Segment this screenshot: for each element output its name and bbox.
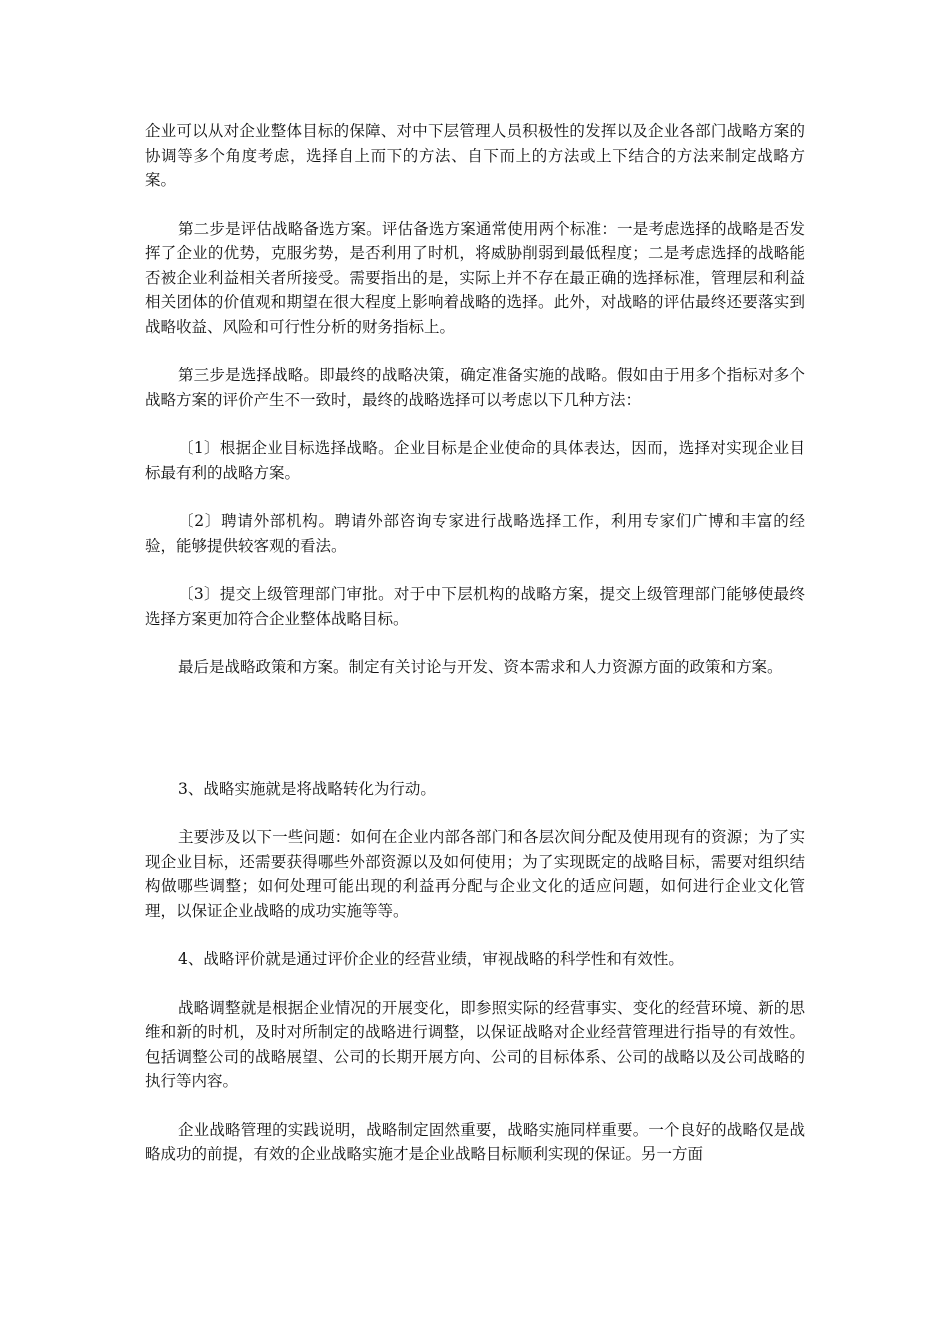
heading-strategy-implementation: 3、战略实施就是将战略转化为行动。 xyxy=(178,779,436,798)
paragraph-step-three-select: 第三步是选择战略。即最终的战略决策，确定准备实施的战略。假如由于用多个指标对多个战略方案的评价产生不一致时，最终的战略选择可以考虑以下几种方法： xyxy=(145,366,805,409)
paragraph-strategy-methods: 企业可以从对企业整体目标的保障、对中下层管理人员积极性的发挥以及企业各部门战略方案的协调等多个角度考虑，选择自上而下的方法、自下而上的方法或上下结合的方法来制定战略方案。 xyxy=(145,122,805,189)
paragraph-implementation-issues: 主要涉及以下一些问题：如何在企业内部各部门和各层次间分配及使用现有的资源；为了实现企业目标，还需要获得哪些外部资源以及如何使用；为了实现既定的战略目标，需要对组织结构做哪些调整；如何处理可能出现的利益再分配与企业文化的适应问题，如何进行企业文化管理，以保证企业战略的成功实施等等。 xyxy=(145,828,805,920)
section-gap xyxy=(145,704,805,777)
paragraph-step-two-evaluate: 第二步是评估战略备选方案。评估备选方案通常使用两个标准：一是考虑选择的战略是否发挥了企业的优势，克服劣势，是否利用了时机，将威胁削弱到最低程度；二是考虑选择的战略能否被企业利益相关者所接受。需要指出的是，实际上并不存在最正确的选择标准，管理层和利益相关团体的价值观和期望在很大程度上影响着战略的选择。此外，对战略的评估最终还要落实到战略收益、风险和可行性分析的财务指标上。 xyxy=(145,219,805,336)
heading-strategy-evaluation: 4、战略评价就是通过评价企业的经营业绩，审视战略的科学性和有效性。 xyxy=(178,950,684,968)
paragraph-option-1: 〔1〕根据企业目标选择战略。企业目标是企业使命的具体表达，因而，选择对实现企业目标最有利的战略方案。 xyxy=(145,439,805,482)
paragraph-practice-summary: 企业战略管理的实践说明，战略制定固然重要，战略实施同样重要。一个良好的战略仅是战略成功的前提，有效的企业战略实施才是企业战略目标顺利实现的保证。另一方面 xyxy=(145,1120,805,1163)
paragraph-option-2: 〔2〕聘请外部机构。聘请外部咨询专家进行战略选择工作，利用专家们广博和丰富的经验，能够提供较客观的看法。 xyxy=(145,512,805,555)
paragraph-strategy-adjustment: 战略调整就是根据企业情况的开展变化，即参照实际的经营事实、变化的经营环境、新的思维和新的时机，及时对所制定的战略进行调整，以保证战略对企业经营管理进行指导的有效性。包括调整公司的战略展望、公司的长期开展方向、公司的目标体系、公司的战略以及公司战略的执行等内容。 xyxy=(145,998,805,1090)
document-body xyxy=(145,119,805,1191)
paragraph-option-3: 〔3〕提交上级管理部门审批。对于中下层机构的战略方案，提交上级管理部门能够使最终选择方案更加符合企业整体战略目标。 xyxy=(145,585,805,628)
paragraph-final-policy: 最后是战略政策和方案。制定有关讨论与开发、资本需求和人力资源方面的政策和方案。 xyxy=(178,658,783,676)
